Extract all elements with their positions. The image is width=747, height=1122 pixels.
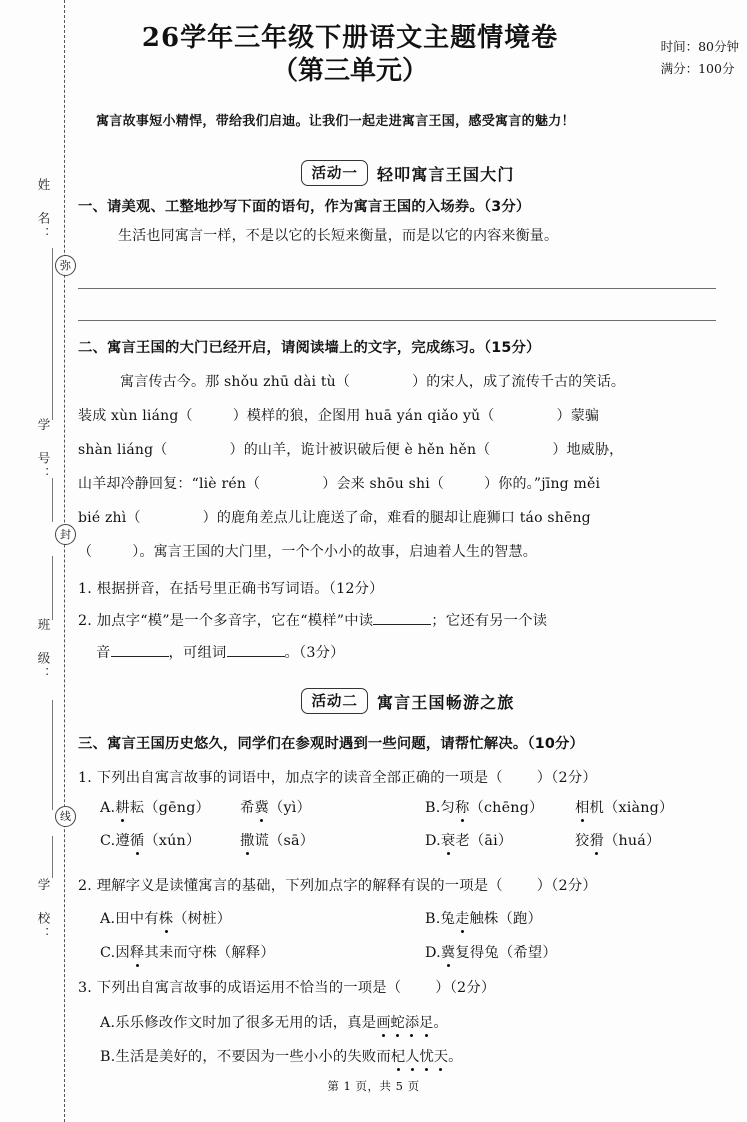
seal-label-class: 班 级： [36, 618, 51, 683]
option-d[interactable] [425, 830, 575, 850]
option-a[interactable] [100, 797, 240, 817]
opt-pinyin: （yì） [269, 800, 312, 816]
seal-rule-5 [52, 700, 53, 810]
title-line-1: 26学年三年级下册语文主题情境卷 [141, 23, 559, 53]
seal-mark-feng: 封 [55, 524, 76, 545]
sub-question-1: 1. 根据拼音，在括号里正确书写词语。（12分） [78, 581, 384, 597]
dotted-char: 株 [159, 908, 174, 928]
passage-l2-b: ）模样的狼，企图用 huā yán qiǎo yǔ（ [232, 408, 495, 424]
mc3-stem-b: ）（2分） [435, 980, 496, 996]
answer-blank[interactable] [227, 643, 285, 657]
seal-rule-1 [52, 248, 53, 290]
sub2-text-d: ，可组词 [168, 645, 227, 661]
opt-pinyin: （xiàng） [604, 800, 674, 816]
opt-word-pre: 遵 [115, 833, 130, 849]
passage-l2-a: 装成 xùn liáng（ [78, 408, 193, 424]
seal-rule-4 [52, 556, 53, 620]
mc2-stem-b: ）（2分） [536, 878, 597, 894]
page-footer: 第 1 页，共 5 页 [327, 1079, 420, 1093]
opt-label: A. [100, 800, 116, 816]
passage-line-3 [78, 439, 738, 459]
opt-pinyin: （āi） [469, 833, 513, 849]
sub2-text-a: 2. 加点字“模”是一个多音字，它在“模样”中读 [78, 613, 374, 629]
dotted-char: 猾 [590, 830, 605, 850]
option-c-second[interactable] [240, 830, 425, 850]
opt-pre: 兔 [440, 911, 455, 927]
mc-question-2-row-2 [78, 942, 738, 962]
mc-question-3-stem [78, 977, 738, 997]
seal-rule-2 [52, 290, 53, 420]
opt-post: 其耒而守株 [144, 945, 217, 961]
sub2-text-b: ；它还有另一个读 [431, 613, 548, 629]
option-c[interactable] [100, 830, 240, 850]
opt-label: D. [425, 945, 441, 961]
seal-mark-mi: 弥 [55, 255, 76, 276]
passage-l3-a: shàn liáng（ [78, 442, 168, 458]
mc2-stem-a: 2. 理解字义是读懂寓言的基础，下列加点字的解释有误的一项是（ [78, 878, 503, 894]
dotted-char: 忧 [420, 1046, 434, 1066]
opt-word-post: 机 [589, 800, 604, 816]
dotted-idiom-char [376, 1015, 433, 1031]
question-1-heading: 一、请美观、工整地抄写下面的语句，作为寓言王国的入场券。（3分） [78, 199, 531, 215]
lead-text: 寓言故事短小精悍，带给我们启迪。让我们一起走进寓言王国，感受寓言的魅力！ [96, 114, 575, 129]
mc-question-1-row-2 [78, 830, 738, 850]
activity-1-title: 轻叩寓言王国大门 [376, 164, 515, 184]
question-3-heading: 三、寓言王国历史悠久，同学们在参观时遇到一些问题，请帮忙解决。（10分） [78, 736, 585, 752]
dotted-char: 耕 [115, 797, 130, 817]
handwriting-line-1[interactable] [78, 288, 716, 289]
opt-gloss: （希望） [498, 945, 557, 961]
opt-gloss: （解释） [216, 945, 275, 961]
opt-pre: 因 [115, 945, 130, 961]
activity-2-header [78, 688, 738, 714]
opt-gloss: （树桩） [173, 911, 232, 927]
seal-label-school: 学 校： [36, 878, 51, 943]
option-b[interactable] [425, 797, 575, 817]
time-info: 时间：80分钟 [660, 39, 739, 54]
mc-question-1-stem [78, 767, 738, 787]
opt-pre: 生活是美好的，不要因为一些小小的失败而 [115, 1049, 391, 1065]
passage-line-2 [78, 405, 738, 425]
opt-word-post: 耘 [129, 800, 145, 816]
opt-word-post: 老 [455, 833, 470, 849]
mc-question-2-row-1 [78, 908, 738, 928]
option-b[interactable] [425, 908, 542, 928]
passage-l2-c: ）蒙骗 [556, 408, 600, 424]
passage-l4-c: ）你的。”jīng měi [484, 476, 601, 492]
passage-l4-b: ）会来 shōu shi（ [322, 476, 445, 492]
sub2-text-e: 。（3分） [284, 645, 345, 661]
passage-l1-b: ）的宋人，成了流传千古的笑话。 [412, 374, 626, 390]
title-line-2: （第三单元） [271, 56, 428, 87]
opt-gloss: （跑） [498, 911, 542, 927]
dotted-char: 蛇 [391, 1012, 405, 1032]
exam-meta [661, 36, 739, 80]
opt-pinyin: （xún） [144, 833, 201, 849]
opt-word-pre: 希 [240, 800, 255, 816]
sub2-text-c: 音 [96, 645, 111, 661]
dotted-char: 相 [575, 797, 590, 817]
opt-post: 。 [448, 1049, 463, 1065]
opt-word-pre: 匀 [440, 800, 455, 816]
opt-pinyin: （huá） [604, 833, 661, 849]
mc-question-2-stem [78, 875, 738, 895]
mc1-stem-b: ）（2分） [536, 770, 597, 786]
seal-rule-3 [52, 478, 53, 522]
dotted-char: 冀 [255, 797, 270, 817]
page-title [90, 22, 610, 89]
passage-l5-a: bié zhì（ [78, 510, 141, 526]
option-a-second[interactable] [240, 797, 425, 817]
dotted-char: 添 [405, 1012, 419, 1032]
dotted-char: 杞 [391, 1046, 405, 1066]
opt-label: B. [425, 911, 441, 927]
opt-post: 触株 [469, 911, 499, 927]
opt-word-post: 谎 [254, 833, 269, 849]
option-d[interactable] [425, 942, 557, 962]
opt-label: B. [100, 1049, 116, 1065]
opt-label: C. [100, 945, 116, 961]
passage-l5-b: ）的鹿角差点儿让鹿送了命，难看的腿却让鹿狮口 táo shēng [202, 510, 591, 526]
passage-l3-b: ）的山羊，诡计被识破后便 è hěn hěn（ [229, 442, 491, 458]
opt-pinyin: （gēng） [144, 800, 211, 816]
sub-question-2-line-2 [78, 642, 738, 662]
mc-question-3-option-a[interactable] [78, 1012, 738, 1032]
opt-post: 。 [433, 1015, 448, 1031]
seal-mark-xian: 线 [55, 806, 76, 827]
mc3-stem-a: 3. 下列出自寓言故事的成语运用不恰当的一项是（ [78, 980, 402, 996]
dotted-char: 撒 [240, 830, 255, 850]
dotted-idiom-char [391, 1049, 448, 1065]
option-c[interactable] [100, 942, 425, 962]
opt-word-pre: 狡 [575, 833, 590, 849]
activity-1-chip: 活动一 [301, 160, 368, 186]
seal-label-student-id: 学 号： [36, 418, 51, 483]
option-d-second[interactable] [575, 830, 661, 850]
answer-blank[interactable] [111, 643, 169, 657]
passage-l4-a: 山羊却冷静回复：“liè rén（ [78, 476, 261, 492]
opt-label: A. [100, 1015, 116, 1031]
sub-question-2-line-1 [78, 610, 738, 630]
seal-rule-6 [52, 836, 53, 878]
dotted-char: 走 [455, 908, 470, 928]
activity-1-header [78, 160, 738, 186]
dotted-char: 循 [130, 830, 145, 850]
opt-label: D. [425, 833, 441, 849]
dotted-char: 画 [376, 1012, 390, 1032]
passage-l1-a: 寓言传古今。那 shǒu zhū dài tù（ [120, 374, 351, 390]
dotted-char: 天 [434, 1046, 448, 1066]
passage-line-5 [78, 507, 738, 527]
dotted-char: 称 [455, 797, 470, 817]
option-a[interactable] [100, 908, 425, 928]
activity-2-title: 寓言王国畅游之旅 [376, 692, 515, 712]
option-b-second[interactable] [575, 797, 674, 817]
dotted-char: 足 [419, 1012, 433, 1032]
dotted-char: 冀 [441, 942, 456, 962]
opt-label: B. [425, 800, 441, 816]
passage-line-4 [78, 473, 738, 493]
passage-l6-a: （ [78, 544, 93, 560]
opt-label: A. [100, 911, 116, 927]
question-2-heading: 二、寓言王国的大门已经开启，请阅读墙上的文字，完成练习。（15分） [78, 340, 541, 356]
seal-label-name: 姓 名： [36, 178, 51, 243]
passage-line-1 [78, 371, 738, 391]
opt-post: 复得兔 [455, 945, 499, 961]
mc1-stem-a: 1. 下列出自寓言故事的词语中，加点字的读音全部正确的一项是（ [78, 770, 503, 786]
passage-line-6 [78, 541, 738, 561]
activity-2-chip: 活动二 [301, 688, 368, 714]
opt-pre: 乐乐修改作文时加了很多无用的话，真是 [115, 1015, 377, 1031]
handwriting-line-2[interactable] [78, 320, 716, 321]
opt-label: C. [100, 833, 116, 849]
score-info: 满分：100分 [660, 60, 735, 76]
opt-pinyin: （chēng） [469, 800, 544, 816]
opt-pinyin: （sā） [269, 833, 315, 849]
mc-question-1-row-1 [78, 797, 738, 817]
dotted-char: 释 [130, 942, 145, 962]
dotted-char: 衰 [441, 830, 456, 850]
opt-pre: 田中有 [115, 911, 159, 927]
copy-sentence: 生活也同寓言一样，不是以它的长短来衡量，而是以它的内容来衡量。 [118, 228, 559, 244]
dotted-char: 人 [405, 1046, 419, 1066]
answer-blank[interactable] [373, 611, 431, 625]
passage-l6-b: ）。寓言王国的大门里，一个个小小的故事，启迪着人生的智慧。 [132, 544, 538, 560]
passage-l3-c: ）地威胁， [552, 442, 624, 458]
mc-question-3-option-b[interactable] [78, 1046, 738, 1066]
seal-dashed-line [64, 0, 65, 1122]
